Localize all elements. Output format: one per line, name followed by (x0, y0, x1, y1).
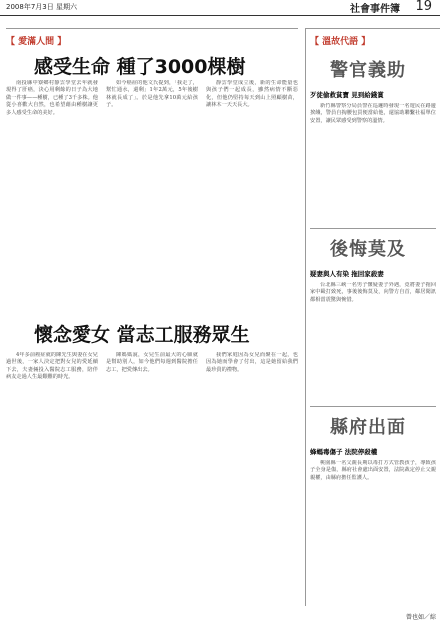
section-title: 社會事件簿 (350, 4, 400, 15)
block3-subhead: 蜂螞毒傷子 法院停殺權 (310, 448, 378, 456)
article2-title: 懷念愛女 當志工服務眾生 (34, 324, 250, 346)
issue-date: 2008年7月3日 星期六 (6, 3, 77, 11)
article2-col2: 陳媽媽說，女兒生前最大的心願就是幫助別人，如今他們每週到醫院擔任志工，把愛傳出去。 (106, 352, 198, 373)
article2-col3: 我們家庭因為女兒而聚在一起，也因為她而學會了付出，這是她留給我們最珍貴的禮物。 (206, 352, 298, 373)
block2-body: 台北縣三峽一名男子懷疑妻子外遇，竟將妻子拖回家中毆打致死，事後後悔莫及，向警方自首，鄰居聞訊都相當震驚與惋惜。 (310, 282, 436, 303)
right-section-tag: 【 溫故代語 】 (310, 37, 371, 47)
article1-col3: 靜雲學堂成立後，新的生命能量也與孩子們一起成長，雖然病情不斷惡化，但他仍堅持每天到山上照顧樹苗，讓林木一天天長大。 (206, 80, 298, 109)
article1-title: 感受生命 種了3000棵樹 (34, 56, 246, 78)
block1-body: 新竹縣警察分局員警在巡邏時發現一名遊民在路邊挨餓，警員自掏腰包買便當給他，還協助聯繫社福單位安置，讓民眾感受到警察的溫情。 (310, 103, 436, 124)
article2-col1: 4年多前癌症就的陳先生與妻在女兒過世後，一家人決定把對女兒的愛延續下去，夫妻倆投入醫院志工服務，陪伴病友走過人生最艱難的時光。 (6, 352, 98, 381)
page-header (0, 0, 440, 16)
block2-title: 後悔莫及 (330, 239, 406, 260)
news-block-2 (310, 228, 436, 410)
section-tag: 【 愛滿人間 】 (6, 37, 67, 47)
block3-title: 縣府出面 (330, 417, 406, 438)
news-block-3 (310, 406, 436, 621)
block3-body: 桃園縣一名父親長期以毒打方式管教孩子，導致孩子全身是傷，縣府社會處出面安置，法院裁定停止父親親權，由縣府擔任監護人。 (310, 460, 436, 481)
article1-col1: 南投縣中寮鄉村靜雲學堂去年就發現得了肝癌，決心用剩餘的日子為大地做一件事——種樹，已種了3千多株。他從小喜歡大自然，也希望藉由種樹讓更多人感受生命的美好。 (6, 80, 98, 116)
right-section (305, 28, 440, 621)
block1-title: 警官義助 (330, 60, 406, 81)
block1-subhead: 歹徒偷救貧寶 見到給錢賞 (310, 91, 384, 99)
left-section (6, 28, 298, 606)
news-block-1 (310, 56, 436, 231)
block2-subhead: 疑妻與人有染 拖回家殺妻 (310, 270, 384, 278)
page-number: 19 (415, 0, 432, 14)
article1-col2: 如今癌症的他文氏提到，「我走了，幫忙通水，還剩」1年2萬元，5年後樹林就長成了」。於是他先拿10萬元給孩子。 (106, 80, 198, 109)
byline: 曾也如／綜 (405, 614, 436, 621)
